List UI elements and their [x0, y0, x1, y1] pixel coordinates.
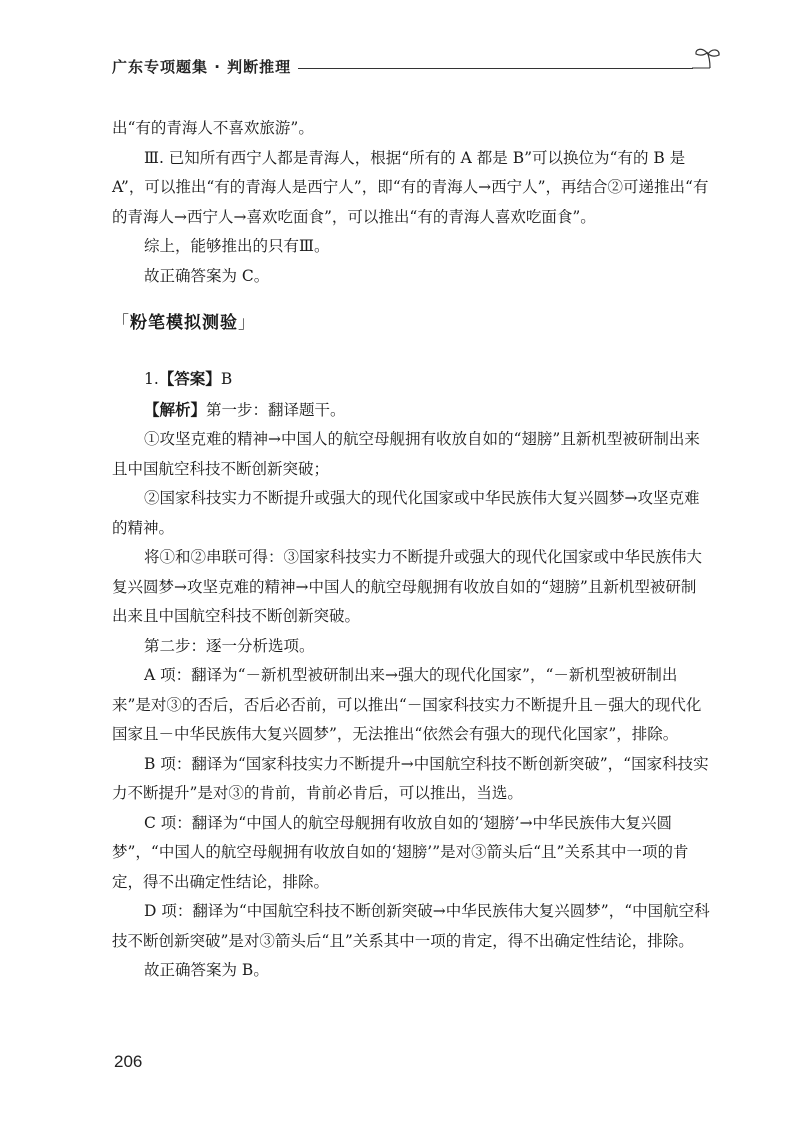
- analysis-item-3: Ⅲ. 已知所有西宁人都是青海人，根据“所有的 A 都是 B”可以换位为“有的 B 是 A”，可以推出“有的青海人是西宁人”，即“有的青海人→西宁人”，再结合②可递推出“有的青海人→西宁人→喜欢吃面食”，可以推出“有的青海人喜欢吃面食”。: [112, 148, 709, 226]
- answer-label: 【答案】: [158, 369, 221, 388]
- chain-statement: 将①和②串联可得：③国家科技实力不断提升或强大的现代化国家或中华民族伟大复兴圆梦→攻坚克难的精神→中国人的航空母舰拥有收放自如的“翅膀”且新机型被研制出来且中国航空科技不断创新突破。: [112, 548, 703, 625]
- question-1-solution: [112, 364, 710, 986]
- header-rule: [298, 68, 693, 69]
- premise-1: ①攻坚克难的精神→中国人的航空母舰拥有收放自如的“翅膀”且新机型被研制出来且中国航空科技不断创新突破；: [112, 430, 700, 478]
- conclusion-line: 故正确答案为 B。: [144, 961, 269, 979]
- analysis-label: 【解析】: [144, 399, 207, 419]
- option-a-analysis: A 项：翻译为“－新机型被研制出来→强大的现代化国家”，“－新机型被研制出来”是对③的否后，否后必否前，可以推出“－国家科技实力不断提升且－强大的现代化国家且－中华民族伟大复兴圆梦”，无法推出“依然会有强大的现代化国家”，排除。: [112, 666, 702, 743]
- option-b-analysis: B 项：翻译为“国家科技实力不断提升→中国航空科技不断创新突破”，“国家科技实力不断提升”是对③的肯前，肯前必肯后，可以推出，当选。: [112, 754, 709, 802]
- answer-line: 故正确答案为 C。: [144, 266, 270, 285]
- bracket-right: 」: [238, 313, 256, 333]
- previous-answer-continuation: [112, 114, 710, 291]
- summary-line: 综上，能够推出的只有Ⅲ。: [144, 237, 330, 255]
- answer-value: B: [220, 370, 233, 388]
- section-heading: [112, 308, 256, 333]
- page-header: [112, 52, 722, 82]
- premise-2: ②国家科技实力不断提升或强大的现代化国家或中华民族伟大复兴圆梦→攻坚克难的精神。: [112, 489, 700, 537]
- page-number: 206: [114, 1052, 143, 1071]
- option-d-analysis: D 项：翻译为“中国航空科技不断创新突破→中华民族伟大复兴圆梦”，“中国航空科技不断创新突破”是对③箭头后“且”关系其中一项的肯定，得不出确定性结论，排除。: [112, 902, 710, 950]
- option-c-analysis: C 项：翻译为“中国人的航空母舰拥有收放自如的‘翅膀’→中华民族伟大复兴圆梦”，“中国人的航空母舰拥有收放自如的‘翅膀’”是对③箭头后“且”关系其中一项的肯定，得不出确定性结论，排除。: [112, 813, 689, 891]
- step-2-text: 第二步：逐一分析选项。: [144, 636, 315, 655]
- step-1-text: 第一步：翻译题干。: [206, 400, 346, 419]
- section-title-text: 粉笔模拟测验: [130, 313, 238, 333]
- analysis-header: [112, 395, 710, 426]
- answer-header: [112, 364, 710, 395]
- running-head-title: 广东专项题集 · 判断推理: [112, 58, 292, 76]
- continuation-line: 出“有的青海人不喜欢旅游”。: [112, 119, 314, 137]
- question-number: 1.: [144, 370, 159, 388]
- sprout-icon: [690, 46, 724, 76]
- bracket-left: 「: [112, 313, 130, 333]
